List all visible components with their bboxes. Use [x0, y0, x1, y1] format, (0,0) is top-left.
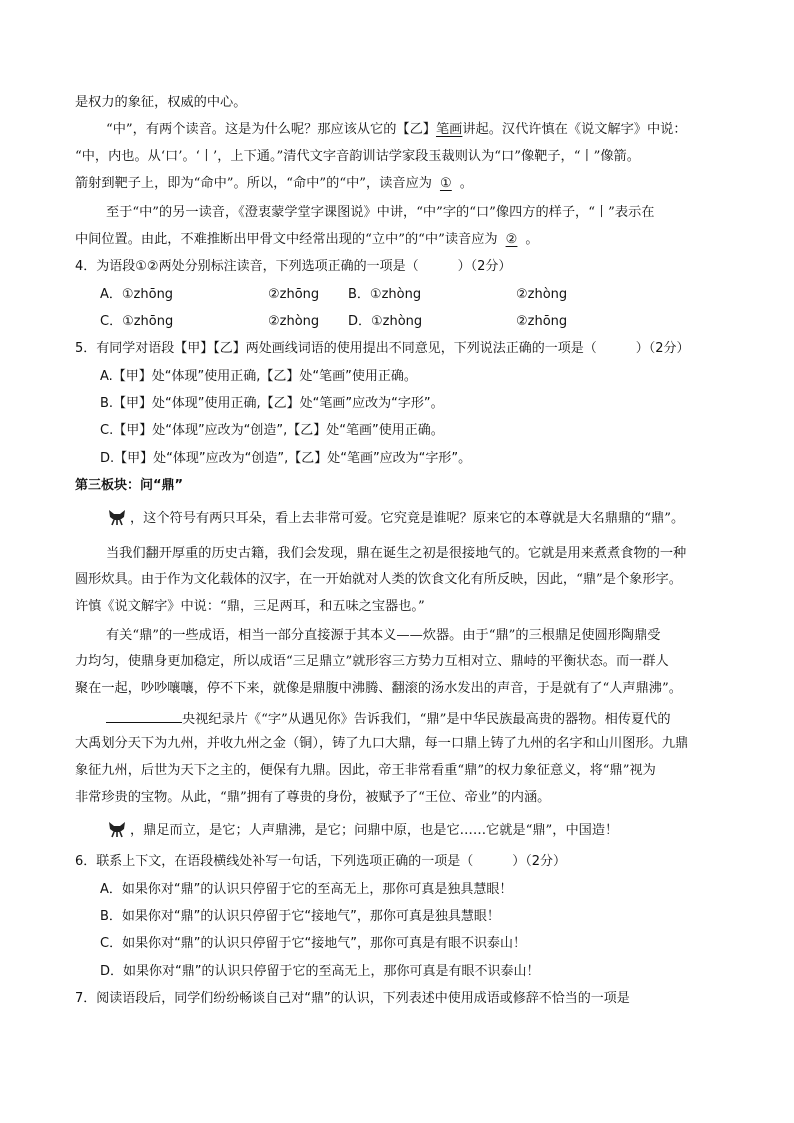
paragraph-line: 力均匀，使鼎身更加稳定，所以成语“三足鼎立”就形容三方势力互相对立、鼎峙的平衡状态。而一群人 [75, 654, 669, 669]
q6-option-a[interactable]: A．如果你对“鼎”的认识只停留于它的至高无上，那你可真是独具慧眼！ [100, 882, 513, 897]
text-line: 是权力的象征，权威的中心。 [75, 95, 247, 110]
paragraph-line: ，这个符号有两只耳朵，看上去非常可爱。它究竟是谁呢？原来它的本尊就是大名鼎鼎的“鼎”。 [106, 508, 684, 528]
paragraph-line: “中，内也。从‘口’。‘丨’，上下通。”清代文字音韵训诂学家段玉裁则认为“口”像靶子，“丨”像箭。 [75, 149, 640, 164]
underlined-word-yi: 笔画 [435, 122, 463, 137]
q5-option-c[interactable]: C.【甲】处“体现”应改为“创造”,【乙】处“笔画”使用正确。 [100, 423, 444, 438]
paragraph-line: 聚在一起，吵吵嚷嚷，停不下来，就像是鼎腹中沸腾、翻滚的汤水发出的声音，于是就有了“人声鼎沸”。 [75, 681, 682, 696]
q6-option-c[interactable]: C．如果你对“鼎”的认识只停留于它“接地气”，那你可真是有眼不识泰山！ [100, 936, 527, 951]
q4-option-d-part2: ②zhōng [516, 314, 568, 329]
ding-glyph-icon [106, 508, 128, 526]
q4-option-a[interactable]: A．①zhōng [100, 287, 174, 302]
paragraph-line: 象征九州，后世为天下之主的，便保有九鼎。因此，帝王非常看重“鼎”的权力象征意义，将“鼎”视为 [75, 763, 656, 778]
q5-option-a[interactable]: A.【甲】处“体现”使用正确,【乙】处“笔画”使用正确。 [100, 369, 417, 384]
section-3-title: 第三板块：问“鼎” [75, 478, 184, 493]
paragraph-line: “中”，有两个读音。这是为什么呢？那应该从它的【乙】笔画讲起。汉代许慎在《说文解字》中说： [106, 122, 687, 137]
q4-option-b[interactable]: B．①zhòng [348, 287, 422, 302]
paragraph-line: 央视纪录片《“字”从遇见你》告诉我们，“鼎”是中华民族最高贵的器物。相传夏代的 [106, 708, 671, 729]
blank-marker-2: ② [505, 232, 518, 247]
fill-in-blank [106, 708, 182, 723]
question-7-stem: 7．阅读语段后，同学们纷纷畅谈自己对“鼎”的认识，下列表述中使用成语或修辞不恰当的一项是 [75, 991, 630, 1006]
paragraph-line: 圆形炊具。由于作为文化载体的汉字，在一开始就对人类的饮食文化有所反映，因此，“鼎”是个象形字。 [75, 572, 682, 587]
paragraph-line: 大禹划分天下为九州，并收九州之金（铜），铸了九口大鼎，每一口鼎上铸了九州的名字和山川图形。九鼎 [75, 736, 689, 751]
q5-option-b[interactable]: B.【甲】处“体现”使用正确,【乙】处“笔画”应改为“字形”。 [100, 396, 444, 411]
q4-option-d[interactable]: D．①zhòng [348, 314, 423, 329]
paragraph-line: 当我们翻开厚重的历史古籍，我们会发现，鼎在诞生之初是很接地气的。它就是用来煮煮食物的一种 [106, 546, 687, 561]
paragraph-line: 非常珍贵的宝物。从此，“鼎”拥有了尊贵的身份，被赋予了“王位、帝业”的内涵。 [75, 790, 551, 805]
question-6-stem: 6．联系上下文，在语段横线处补写一句话，下列选项正确的一项是（ ）（2分） [75, 854, 567, 869]
q6-option-b[interactable]: B．如果你对“鼎”的认识只停留于它“接地气”，那你可真是独具慧眼！ [100, 909, 500, 924]
blank-marker-1: ① [439, 176, 452, 191]
paragraph-line: 有关“鼎”的一些成语，相当一部分直接源于其本义——炊器。由于“鼎”的三根鼎足使圆形陶鼎受 [106, 628, 661, 643]
paragraph-line: 至于“中”的另一读音，《澄衷蒙学堂字课图说》中讲，“中”字的“口”像四方的样子，“丨”表示在 [106, 205, 655, 220]
q4-option-b-part2: ②zhòng [516, 287, 568, 302]
question-4-stem: 4．为语段①②两处分别标注读音，下列选项正确的一项是（ ）（2分） [75, 259, 512, 274]
question-5-stem: 5．有同学对语段【甲】【乙】两处画线词语的使用提出不同意见，下列说法正确的一项是（ ）（2分） [75, 341, 690, 356]
q5-option-d[interactable]: D.【甲】处“体现”应改为“创造”,【乙】处“笔画”应改为“字形”。 [100, 451, 472, 466]
q6-option-d[interactable]: D．如果你对“鼎”的认识只停留于它的至高无上，那你可真是有眼不识泰山！ [100, 964, 540, 979]
paragraph-line: 中间位置。由此，不难推断出甲骨文中经常出现的“立中”的“中”读音应为 ② 。 [75, 232, 539, 247]
paragraph-line: ，鼎足而立，是它；人声鼎沸，是它；问鼎中原，也是它……它就是“鼎”，中国造！ [106, 820, 618, 840]
q4-option-c-part2: ②zhòng [268, 314, 320, 329]
paragraph-line: 许慎《说文解字》中说：“鼎，三足两耳，和五味之宝器也。” [75, 599, 425, 614]
q4-option-c[interactable]: C．①zhōng [100, 314, 174, 329]
paragraph-line: 箭射到靶子上，即为“命中”。所以，“命中”的“中”，读音应为 ① 。 [75, 176, 473, 191]
q4-option-a-part2: ②zhōng [268, 287, 320, 302]
ding-glyph-icon [106, 820, 128, 838]
